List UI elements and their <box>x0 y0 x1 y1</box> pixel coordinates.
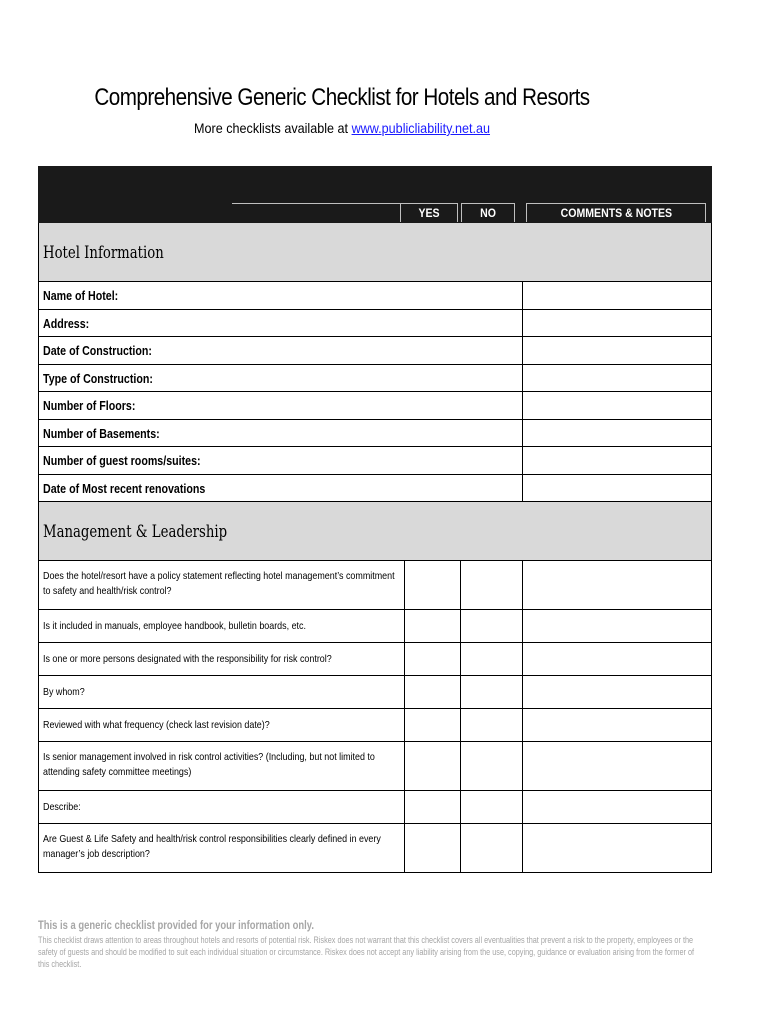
question-text: Is senior management involved in risk control activities? (Including, but not limited to attending safety committee meetings) <box>43 751 375 778</box>
section-title: Hotel Information <box>43 243 164 263</box>
disclaimer-text: This checklist draws attention to areas throughout hotels and resorts of potential risk. Riskex does not warrant that this checklist covers all eventualities that prevent a risk to the property, employees or the safety of guests and should be modified to suit each individual situation or circumstance. Riskex does not accept any liability arising from the use, copying, guidance or evaluation arising from the former of this checklist. <box>38 935 695 969</box>
subtitle-prefix: More checklists available at <box>193 120 352 136</box>
question-row <box>38 791 712 824</box>
field-row <box>38 475 712 503</box>
field-row <box>38 447 712 475</box>
page-title: Comprehensive Generic Checklist for Hotels and Resorts <box>94 84 590 111</box>
checklists-link[interactable]: www.publicliability.net.au <box>351 120 491 136</box>
disclaimer-heading: This is a generic checklist provided for your information only. <box>38 920 314 932</box>
section-management-leadership <box>38 502 712 561</box>
question-row <box>38 610 712 643</box>
question-row <box>38 824 712 873</box>
question-text: By whom? <box>43 686 85 698</box>
field-row <box>38 282 712 310</box>
question-row <box>38 643 712 676</box>
question-text: Are Guest & Life Safety and health/risk control responsibilities clearly defined in every manager’s job description? <box>43 833 381 860</box>
page-subtitle <box>34 120 650 136</box>
question-row <box>38 742 712 791</box>
table-header <box>38 166 712 223</box>
section-hotel-information <box>38 223 712 282</box>
field-label: Name of Hotel: <box>43 288 119 303</box>
yes-column-header: YES <box>400 203 458 222</box>
question-text: Describe: <box>43 801 81 813</box>
question-text: Is one or more persons designated with the responsibility for risk control? <box>43 653 332 665</box>
field-row <box>38 310 712 338</box>
question-text: Does the hotel/resort have a policy statement reflecting hotel management’s commitment to safety and health/risk control? <box>43 570 395 597</box>
field-row <box>38 392 712 420</box>
checklist-table <box>38 166 712 873</box>
field-label: Date of Construction: <box>43 343 152 358</box>
question-row <box>38 561 712 610</box>
field-row <box>38 337 712 365</box>
disclaimer <box>38 920 718 970</box>
question-row <box>38 709 712 742</box>
field-label: Date of Most recent renovations <box>43 480 206 496</box>
question-text: Is it included in manuals, employee handbook, bulletin boards, etc. <box>43 620 306 632</box>
section-title: Management & Leadership <box>43 522 228 542</box>
question-row <box>38 676 712 709</box>
field-label: Address: <box>43 315 90 331</box>
field-label: Number of guest rooms/suites: <box>43 453 201 468</box>
field-row <box>38 365 712 393</box>
comments-column-header: COMMENTS & NOTES <box>526 203 706 222</box>
field-label: Type of Construction: <box>43 370 153 386</box>
no-column-header: NO <box>461 203 515 222</box>
field-label: Number of Floors: <box>43 398 136 413</box>
question-text: Reviewed with what frequency (check last revision date)? <box>43 719 270 731</box>
field-label: Number of Basements: <box>43 425 160 441</box>
field-row <box>38 420 712 448</box>
